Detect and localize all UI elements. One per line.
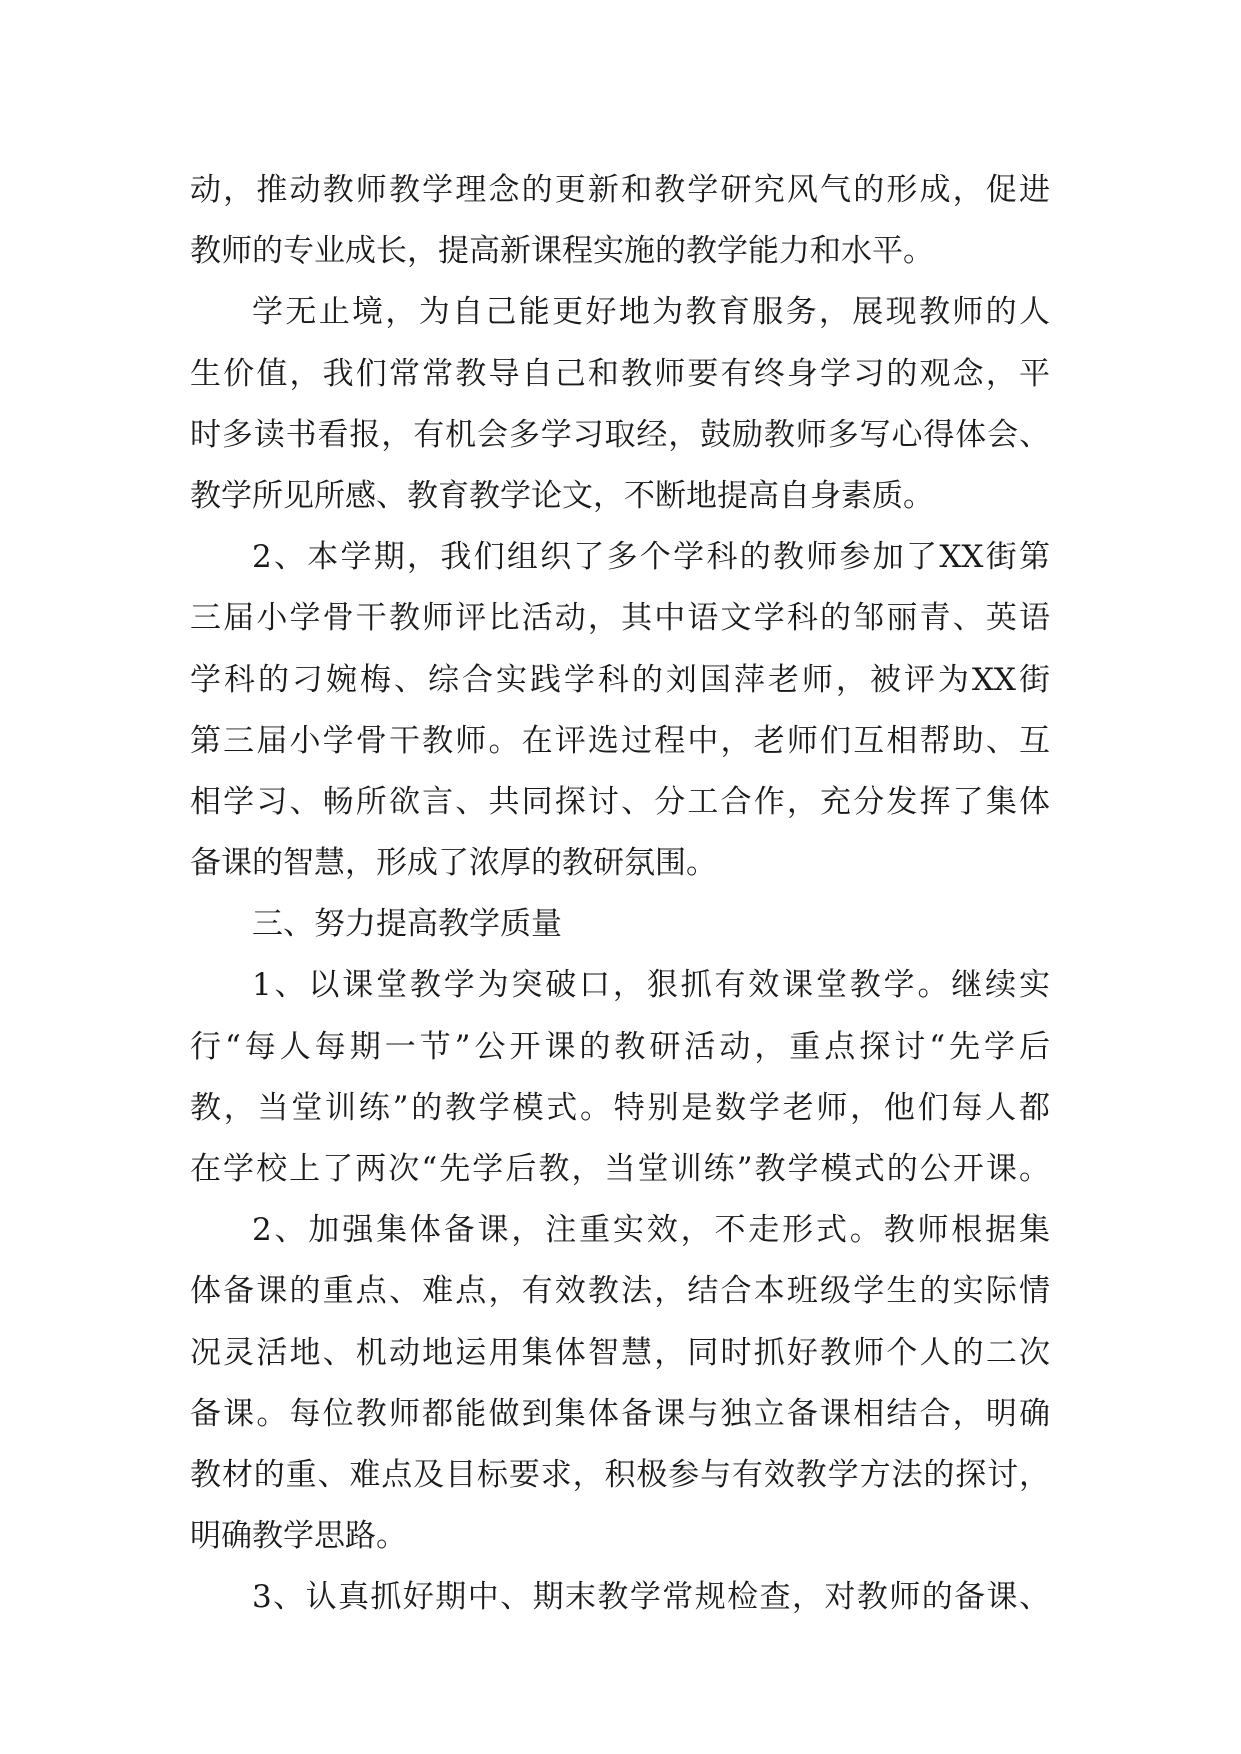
text-line: 时多读书看报，有机会多学习取经，鼓励教师多写心得体会、 [190,416,1050,453]
text-line: 教师的专业成长，提高新课程实施的教学能力和水平。 [190,233,934,270]
paragraph-start-line: 2、加强集体备课，注重实效，不走形式。教师根据集 [252,1212,1050,1249]
text-line: 教学所见所感、教育教学论文，不断地提高自身素质。 [190,477,934,514]
text-line: 教材的重、难点及目标要求，积极参与有效教学方法的探讨， [190,1456,1050,1493]
text-line: 相学习、畅所欲言、共同探讨、分工合作，充分发挥了集体 [190,783,1050,820]
text-line: 第三届小学骨干教师。在评选过程中，老师们互相帮助、互 [190,722,1050,759]
text-line: 明确教学思路。 [190,1518,407,1555]
paragraph-start-line: 学无止境，为自己能更好地为教育服务，展现教师的人 [252,294,1050,331]
text-line: 行“每人每期一节”公开课的教研活动，重点探讨“先学后 [190,1028,1050,1065]
text-line: 备课的智慧，形成了浓厚的教研氛围。 [190,845,717,882]
text-line: 生价值，我们常常教导自己和教师要有终身学习的观念，平 [190,355,1050,392]
section-heading: 三、努力提高教学质量 [252,906,562,943]
paragraph-start-line: 3、认真抓好期中、期末教学常规检查，对教师的备课、 [252,1579,1050,1616]
text-line: 备课。每位教师都能做到集体备课与独立备课相结合，明确 [190,1395,1050,1432]
paragraph-start-line: 2、本学期，我们组织了多个学科的教师参加了XX街第 [252,539,1050,576]
text-line: 况灵活地、机动地运用集体智慧，同时抓好教师个人的二次 [190,1334,1050,1371]
text-line: 在学校上了两次“先学后教，当堂训练”教学模式的公开课。 [190,1151,1050,1187]
text-line: 动，推动教师教学理念的更新和教学研究风气的形成，促进 [190,172,1050,208]
paragraph-start-line: 1、以课堂教学为突破口，狠抓有效课堂教学。继续实 [252,967,1050,1004]
text-line: 教，当堂训练”的教学模式。特别是数学老师，他们每人都 [190,1089,1050,1126]
text-line: 三届小学骨干教师评比活动，其中语文学科的邹丽青、英语 [190,600,1050,637]
text-line: 体备课的重点、难点，有效教法，结合本班级学生的实际情 [190,1273,1050,1310]
text-line: 学科的刁婉梅、综合实践学科的刘国萍老师，被评为XX街 [190,661,1050,698]
document-body [190,160,1050,1629]
